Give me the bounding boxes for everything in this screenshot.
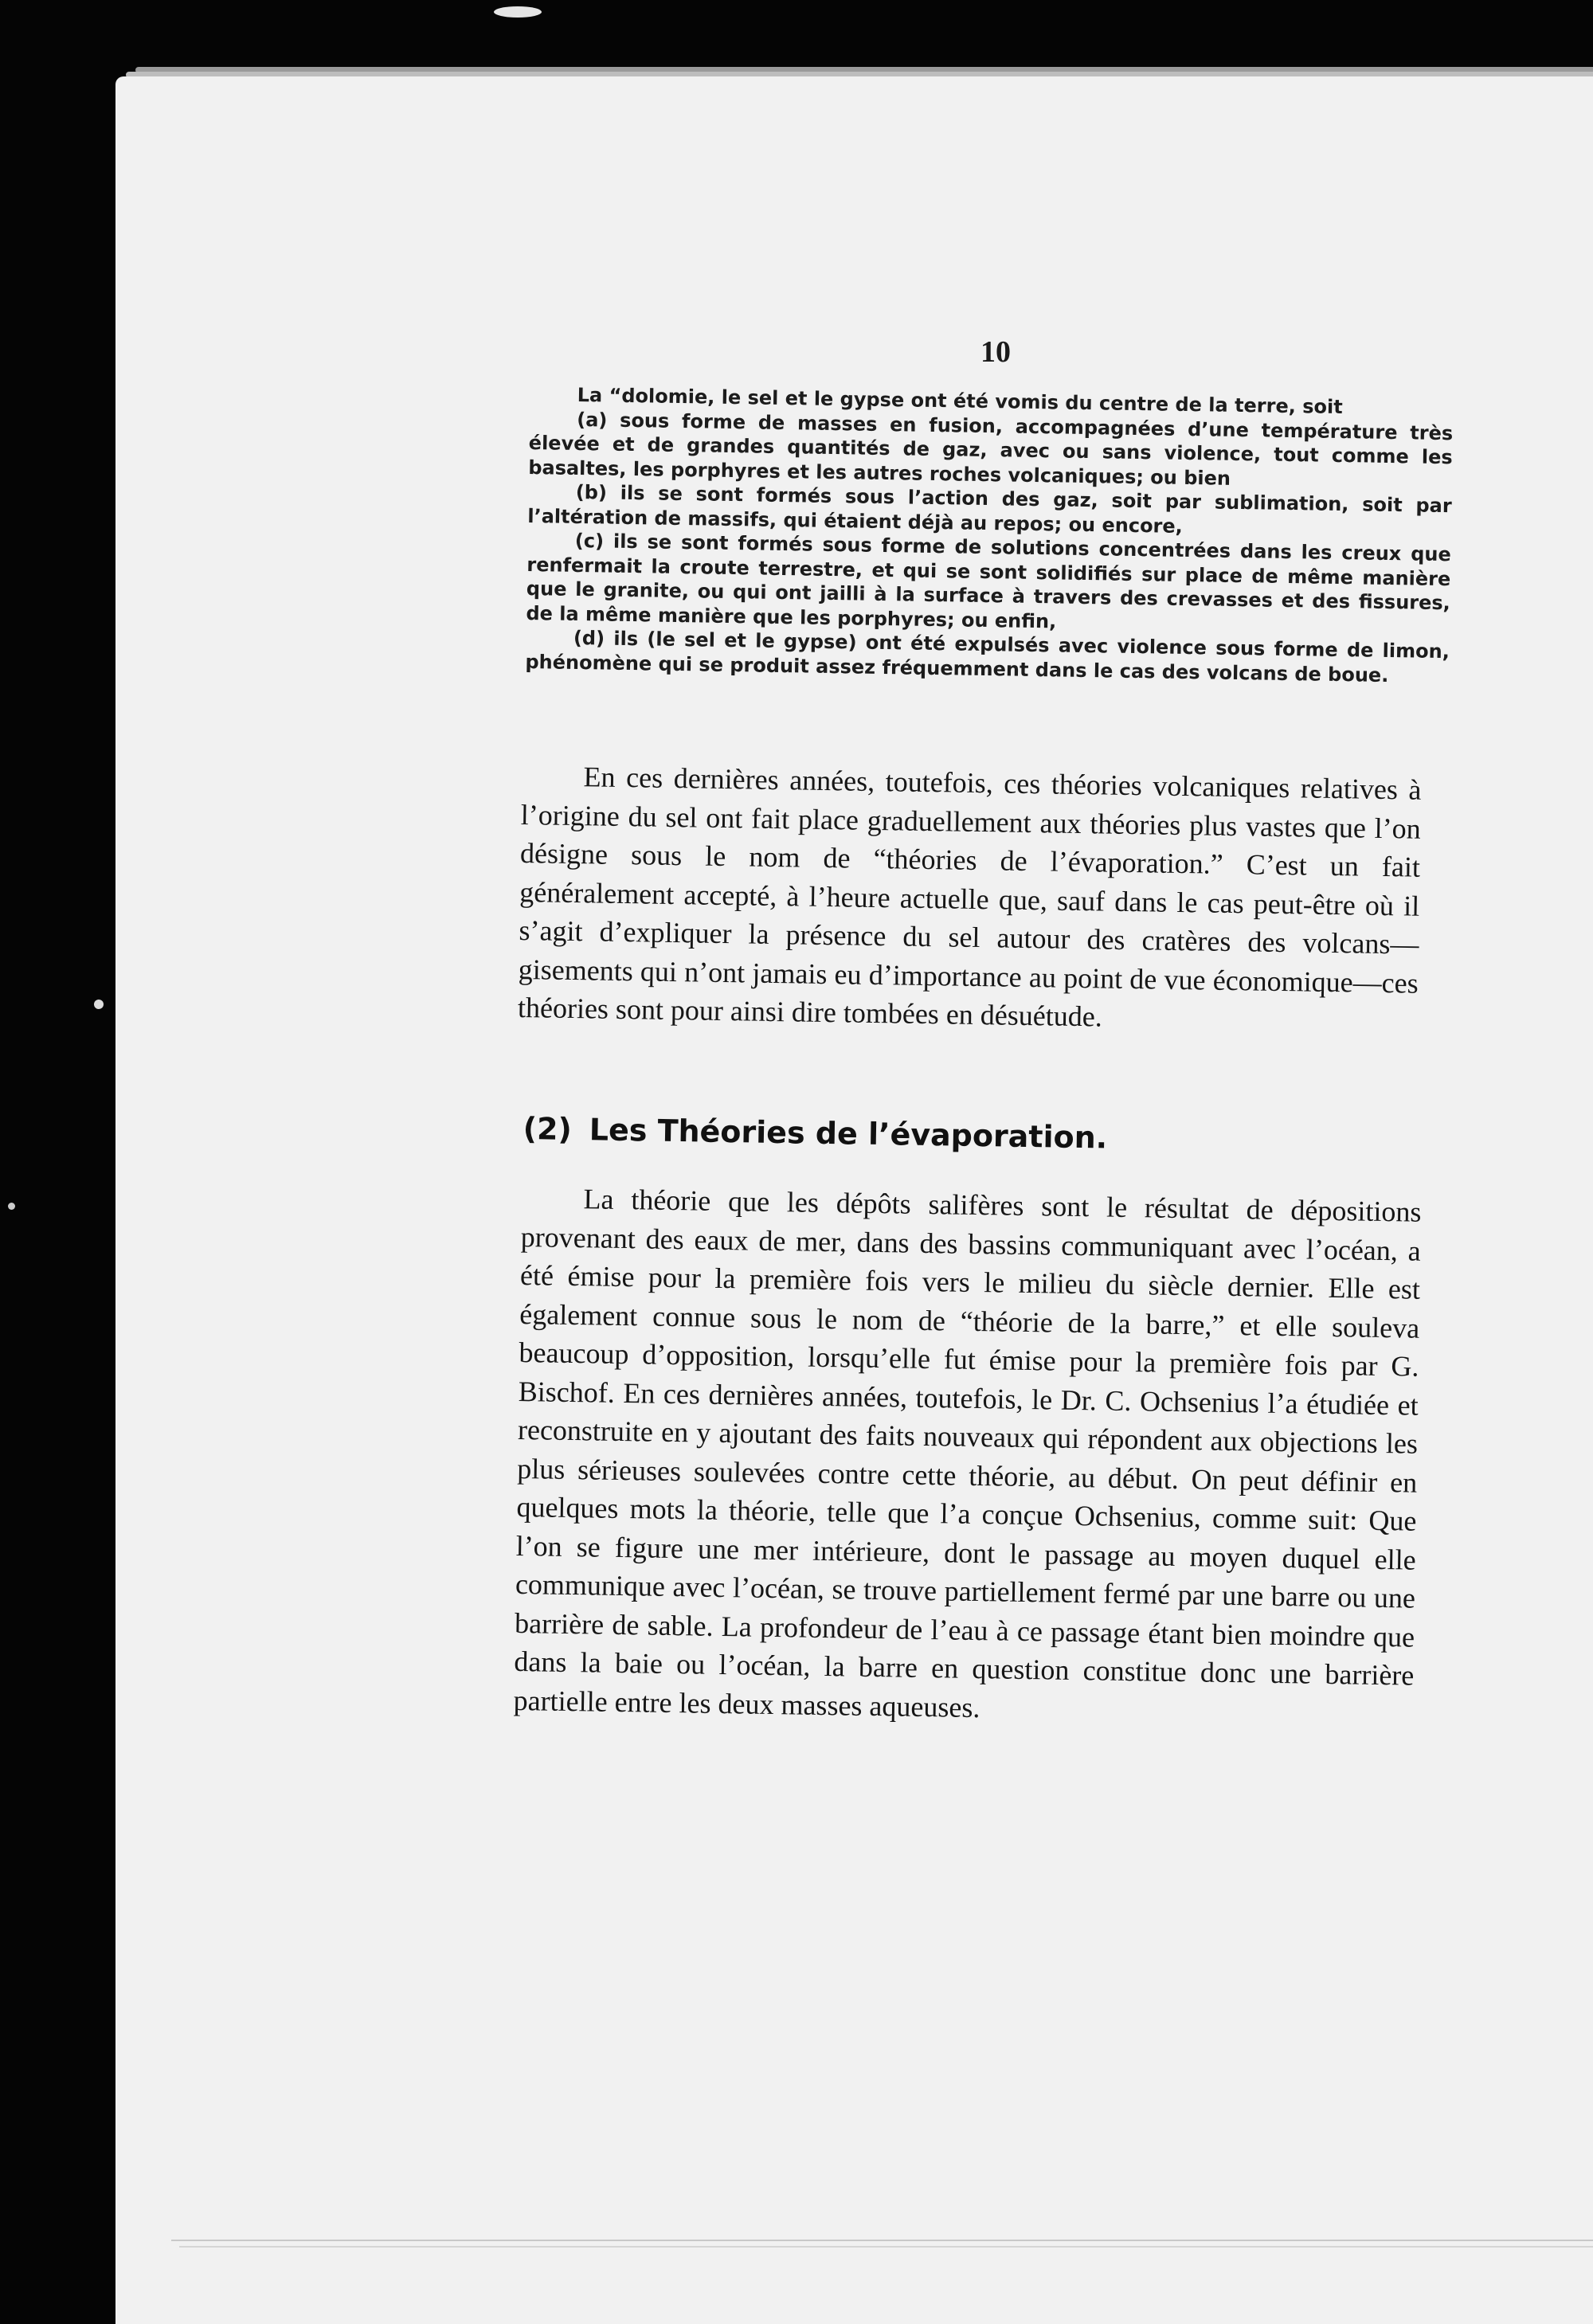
note-item-c: (c) ils se sont formés sous forme de solutions concentrées dans les creux que renfermait la croute terrestre, et qui se sont solidifiés sur place de même manière que le granite, ou qui ont jailli à la surface à travers des crevasses et des fissures, de la même manière que les porphyres; ou enfin, [526,529,1451,632]
volcanic-theories-notes [525,382,1454,688]
note-item-b: (b) ils se sont formés sous l’action des gaz, soit par sublimation, soit par l’altération de massifs, qui étaient déjà au repos; ou encore, [527,480,1452,538]
note-item-a: (a) sous forme de masses en fusion, accompagnées d’une température très élevée et de grandes quantités de gaz, avec ou sans violence, tout comme les basaltes, les porphyres et les autres roches volcaniques; ou bien [528,408,1454,490]
scan-speck [8,1203,15,1210]
paragraph-text: La théorie que les dépôts salifères sont le résultat de dépositions provenant des eaux de mer, dans des bassins communiquant avec l’océan, a été émise pour la première fois vers le milieu du siècle dernier. Elle est également connue sous le nom de “théorie de la barre,” et elle souleva beaucoup d’opposition, lorsqu’elle fut émise pour la première fois par G. Bischof. En ces dernières années, toutefois, le Dr. C. Ochsenius l’a étudiée et reconstruite en y ajoutant des faits nouveaux qui répondent aux objections les plus sérieuses soulevées contre cette théorie, au début. On peut définir en quelques mots la théorie, telle que l’a conçue Ochsenius, comme suit: Que l’on se figure une mer intérieure, dont le passage au moyen duquel elle communique avec l’océan, se trouve partiellement fermé par une barre ou une barrière de sable. La profondeur de l’eau à ce passage étant bien moindre que dans la baie ou l’océan, la barre en question constitue donc une barrière partielle entre les deux masses aqueuses. [513,1183,1422,1723]
page-number: 10 [980,335,1011,369]
section-title: Les Théories de l’évaporation. [589,1112,1108,1156]
body-paragraph-1 [518,757,1422,1041]
scan-speck [94,1000,104,1009]
notes-intro: La “dolomie, le sel et le gypse ont été vomis du centre de la terre, soit [577,383,1343,419]
scan-speck [494,6,542,18]
page-stack-line [179,2246,1593,2248]
page-stack-line [171,2240,1593,2241]
note-item-d: (d) ils (le sel et le gypse) ont été expulsés avec violence sous forme de limon, phénomène qui se produit assez fréquemment dans le cas des volcans de boue. [525,626,1450,687]
paragraph-text: En ces dernières années, toutefois, ces théories volcaniques relatives à l’origine du sel ont fait place graduellement aux théories plus vastes que l’on désigne sous le nom de “théories de l’évaporation.” C’est un fait généralement accepté, à l’heure actuelle que, sauf dans le cas peut-être où il s’agit d’expliquer la présence du sel autour des cratères des volcans—gisements qui n’ont jamais eu d’importance au point de vue économique—ces théories sont pour ainsi dire tombées en désuétude. [517,761,1422,1033]
section-number: (2) [523,1111,573,1147]
body-paragraph-2 [513,1179,1422,1734]
